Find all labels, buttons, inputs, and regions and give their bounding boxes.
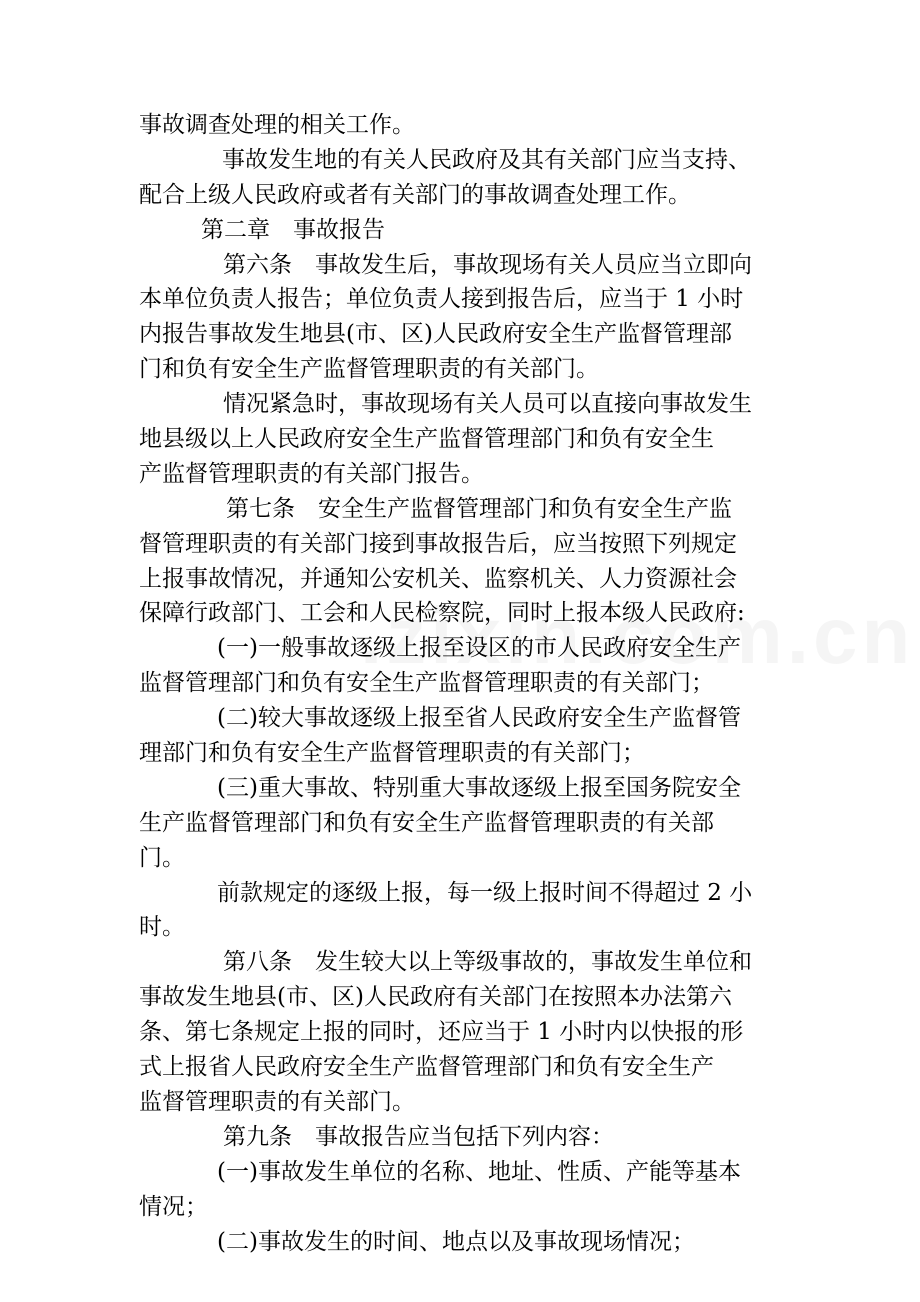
text-line: 保障行政部门、工会和人民检察院，同时上报本级人民政府: [139,600,745,627]
list-item-line: (三)重大事故、特别重大事故逐级上报至国务院安全 [217,774,741,801]
text-line: 监督管理职责的有关部门。 [139,1088,415,1115]
article-heading-line: 第九条 事故报告应当包括下列内容： [223,1123,614,1150]
text-line: 事故发生地的有关人民政府及其有关部门应当支持、 [222,146,751,173]
text-line: 条、第七条规定上报的同时，还应当于 1 小时内以快报的形 [139,1019,744,1046]
text-line: 式上报省人民政府安全生产监督管理部门和负有安全生产 [139,1054,714,1081]
article-heading-line: 第七条 安全生产监督管理部门和负有安全生产监 [226,495,732,522]
chapter-heading: 第二章 事故报告 [201,216,385,243]
text-line: 情况紧急时，事故现场有关人员可以直接向事故发生 [223,391,752,418]
text-line: 生产监督管理部门和负有安全生产监督管理职责的有关部 [139,809,714,836]
text-line: 上报事故情况，并通知公安机关、监察机关、人力资源社会 [139,565,737,592]
text-line: 配合上级人民政府或者有关部门的事故调查处理工作。 [139,181,691,208]
text-line: 监督管理部门和负有安全生产监督管理职责的有关部门； [139,670,714,697]
list-item-line: (二)事故发生的时间、地点以及事故现场情况； [217,1228,695,1255]
text-line: 内报告事故发生地县(市、区)人民政府安全生产监督管理部 [139,321,732,348]
text-line: 督管理职责的有关部门接到事故报告后，应当按照下列规定 [139,530,737,557]
list-item-line: (一)一般事故逐级上报至设区的市人民政府安全生产 [217,635,741,662]
text-line: 前款规定的逐级上报，每一级上报时间不得超过 2 小 [217,879,753,906]
text-line: 产监督管理职责的有关部门报告。 [139,460,484,487]
text-line: 门和负有安全生产监督管理职责的有关部门。 [139,356,599,383]
text-line: 门。 [139,844,185,871]
article-heading-line: 第八条 发生较大以上等级事故的，事故发生单位和 [223,949,752,976]
article-heading-line: 第六条 事故发生后，事故现场有关人员应当立即向 [223,251,752,278]
list-item-line: (二)较大事故逐级上报至省人民政府安全生产监督管 [217,705,741,732]
text-line: 事故发生地县(市、区)人民政府有关部门在按照本办法第六 [139,984,732,1011]
text-line: 本单位负责人报告；单位负责人接到报告后，应当于 1 小时 [139,286,744,313]
list-item-line: (一)事故发生单位的名称、地址、性质、产能等基本 [217,1158,741,1185]
text-line: 理部门和负有安全生产监督管理职责的有关部门； [139,740,645,767]
text-line: 地县级以上人民政府安全生产监督管理部门和负有安全生 [139,426,714,453]
document-page [139,108,784,1259]
text-line: 时。 [139,914,185,941]
text-line: 情况； [139,1193,208,1220]
text-line: 事故调查处理的相关工作。 [139,112,415,138]
